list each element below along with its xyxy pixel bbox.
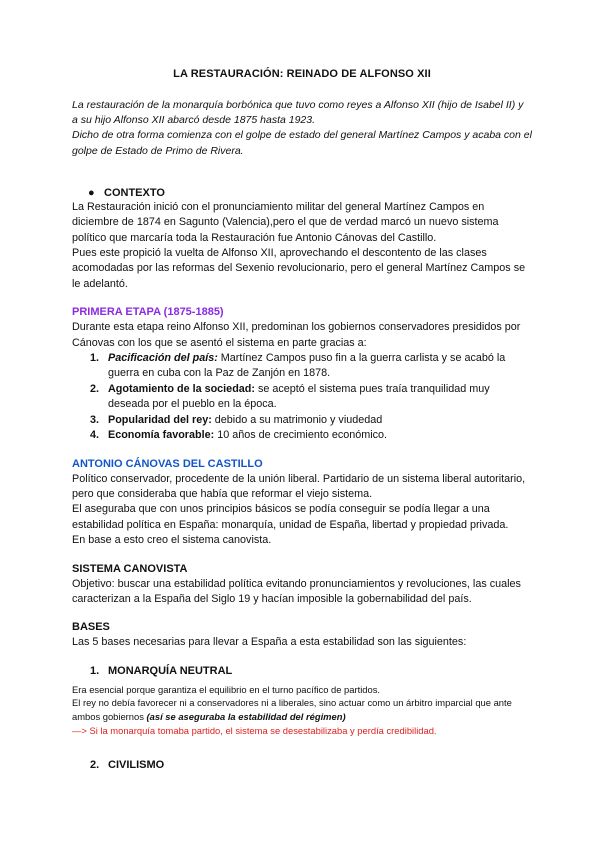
list-number: 3.: [90, 413, 100, 426]
list-number: 4.: [90, 429, 100, 442]
primera-etapa-heading: PRIMERA ETAPA (1875-1885): [72, 306, 224, 319]
list-item: [72, 428, 532, 443]
list-item: [72, 382, 532, 413]
monarquia-line-2-text: El rey no debía favorecer ni a conservadores ni a liberales, sino actuar como un árbitro imparcial que ante ambos gobiernos: [72, 697, 512, 722]
list-item: [72, 413, 532, 428]
primera-etapa-intro: Durante esta etapa reino Alfonso XII, predominan los gobiernos conservadores presididos por Cánovas con los que se asentó el sistema en parte gracias a:: [72, 321, 521, 349]
primera-etapa-list: [72, 351, 532, 443]
bullet-icon: ●: [88, 186, 95, 199]
section-number: 1.: [90, 664, 100, 677]
contexto-heading: [88, 187, 532, 199]
list-item-text: Martínez Campos puso fin a la guerra carlista y se acabó la guerra en cuba con la Paz de Zanjón en 1878.: [108, 352, 506, 380]
bases-body: Las 5 bases necesarias para llevar a España a esta estabilidad son las siguientes:: [72, 636, 467, 649]
canovas-paragraph-3: En base a esto creo el sistema canovista.: [72, 534, 272, 547]
monarquia-body: [72, 683, 532, 737]
list-item-label: Popularidad del rey:: [108, 413, 212, 426]
canovas-paragraph-2: El aseguraba que con unos principios básicos se podía conseguir se podía llegar a una estabilidad política en España: monarquía, unidad de España, libertad y propiedad privada.: [72, 503, 509, 531]
intro-paragraph-1: La restauración de la monarquía borbónica que tuvo como reyes a Alfonso XII (hijo de Isabel II) y a su hijo Alfonso XII abarcó desde 1875 hasta 1923.: [72, 99, 524, 127]
canovas-paragraph-1: Político conservador, procedente de la unión liberal. Partidario de un sistema liberal autoritario, pero que consideraba que había que reformar el viejo sistema.: [72, 472, 526, 500]
list-item-text: 10 años de crecimiento económico.: [214, 429, 388, 442]
list-item-text: debido a su matrimonio y viudedad: [211, 413, 383, 426]
monarquia-heading: [90, 665, 532, 677]
canovas-heading: ANTONIO CÁNOVAS DEL CASTILLO: [72, 457, 263, 470]
contexto-paragraph-1: La Restauración inició con el pronunciamiento militar del general Martínez Campos en diciembre de 1874 en Sagunto (Valencia),pero el que de verdad marcó un nuevo sistema político que marcaría toda la Restauración fue Antonio Cánovas del Castillo.: [72, 200, 499, 244]
section-number: 2.: [90, 759, 100, 772]
monarquia-warning-note: —> Si la monarquía tomaba partido, el sistema se desestabilizaba y perdía credibilidad.: [72, 724, 437, 736]
monarquia-line-1: Era esencial porque garantiza el equilibrio en el turno pacífico de partidos.: [72, 683, 381, 695]
list-item-label: Agotamiento de la sociedad:: [108, 382, 255, 395]
intro-paragraph-2: Dicho de otra forma comienza con el golpe de estado del general Martínez Campos y acaba con el golpe de Estado de Primo de Rivera.: [72, 129, 532, 157]
contexto-heading-label: CONTEXTO: [104, 186, 165, 199]
civilismo-heading-label: CIVILISMO: [108, 759, 165, 772]
contexto-paragraph-2: Pues este propició la vuelta de Alfonso XII, aprovechando el descontento de las clases acomodadas por las reformas del Sexenio revolucionario, pero el general Martínez Campos se le adelantó.: [72, 247, 526, 290]
list-item-label: Pacificación del país:: [108, 352, 218, 365]
list-number: 1.: [90, 352, 100, 365]
list-number: 2.: [90, 382, 100, 395]
intro-block: [72, 98, 532, 159]
sistema-body: Objetivo: buscar una estabilidad política evitando pronunciamientos y revoluciones, las cuales caracterizan a la España del Siglo 19 y hacían imposible la gobernabilidad del país.: [72, 577, 521, 605]
list-item: [72, 351, 532, 382]
monarquia-line-2: [72, 696, 532, 723]
contexto-body: [72, 200, 532, 292]
monarquia-heading-label: MONARQUÍA NEUTRAL: [108, 664, 233, 677]
document-page: [72, 68, 532, 777]
sistema-heading: SISTEMA CANOVISTA: [72, 562, 188, 575]
list-item-text: se aceptó el sistema pues traía tranquilidad muy deseada por el pueblo en la época.: [108, 382, 490, 411]
list-item-label: Economía favorable:: [108, 429, 215, 442]
document-title: LA RESTAURACIÓN: REINADO DE ALFONSO XII: [173, 68, 431, 80]
bases-heading: BASES: [72, 621, 110, 634]
monarquia-line-2-italic: (así se aseguraba la estabilidad del régimen): [146, 710, 346, 722]
canovas-body: [72, 472, 532, 549]
civilismo-heading: [90, 759, 532, 771]
